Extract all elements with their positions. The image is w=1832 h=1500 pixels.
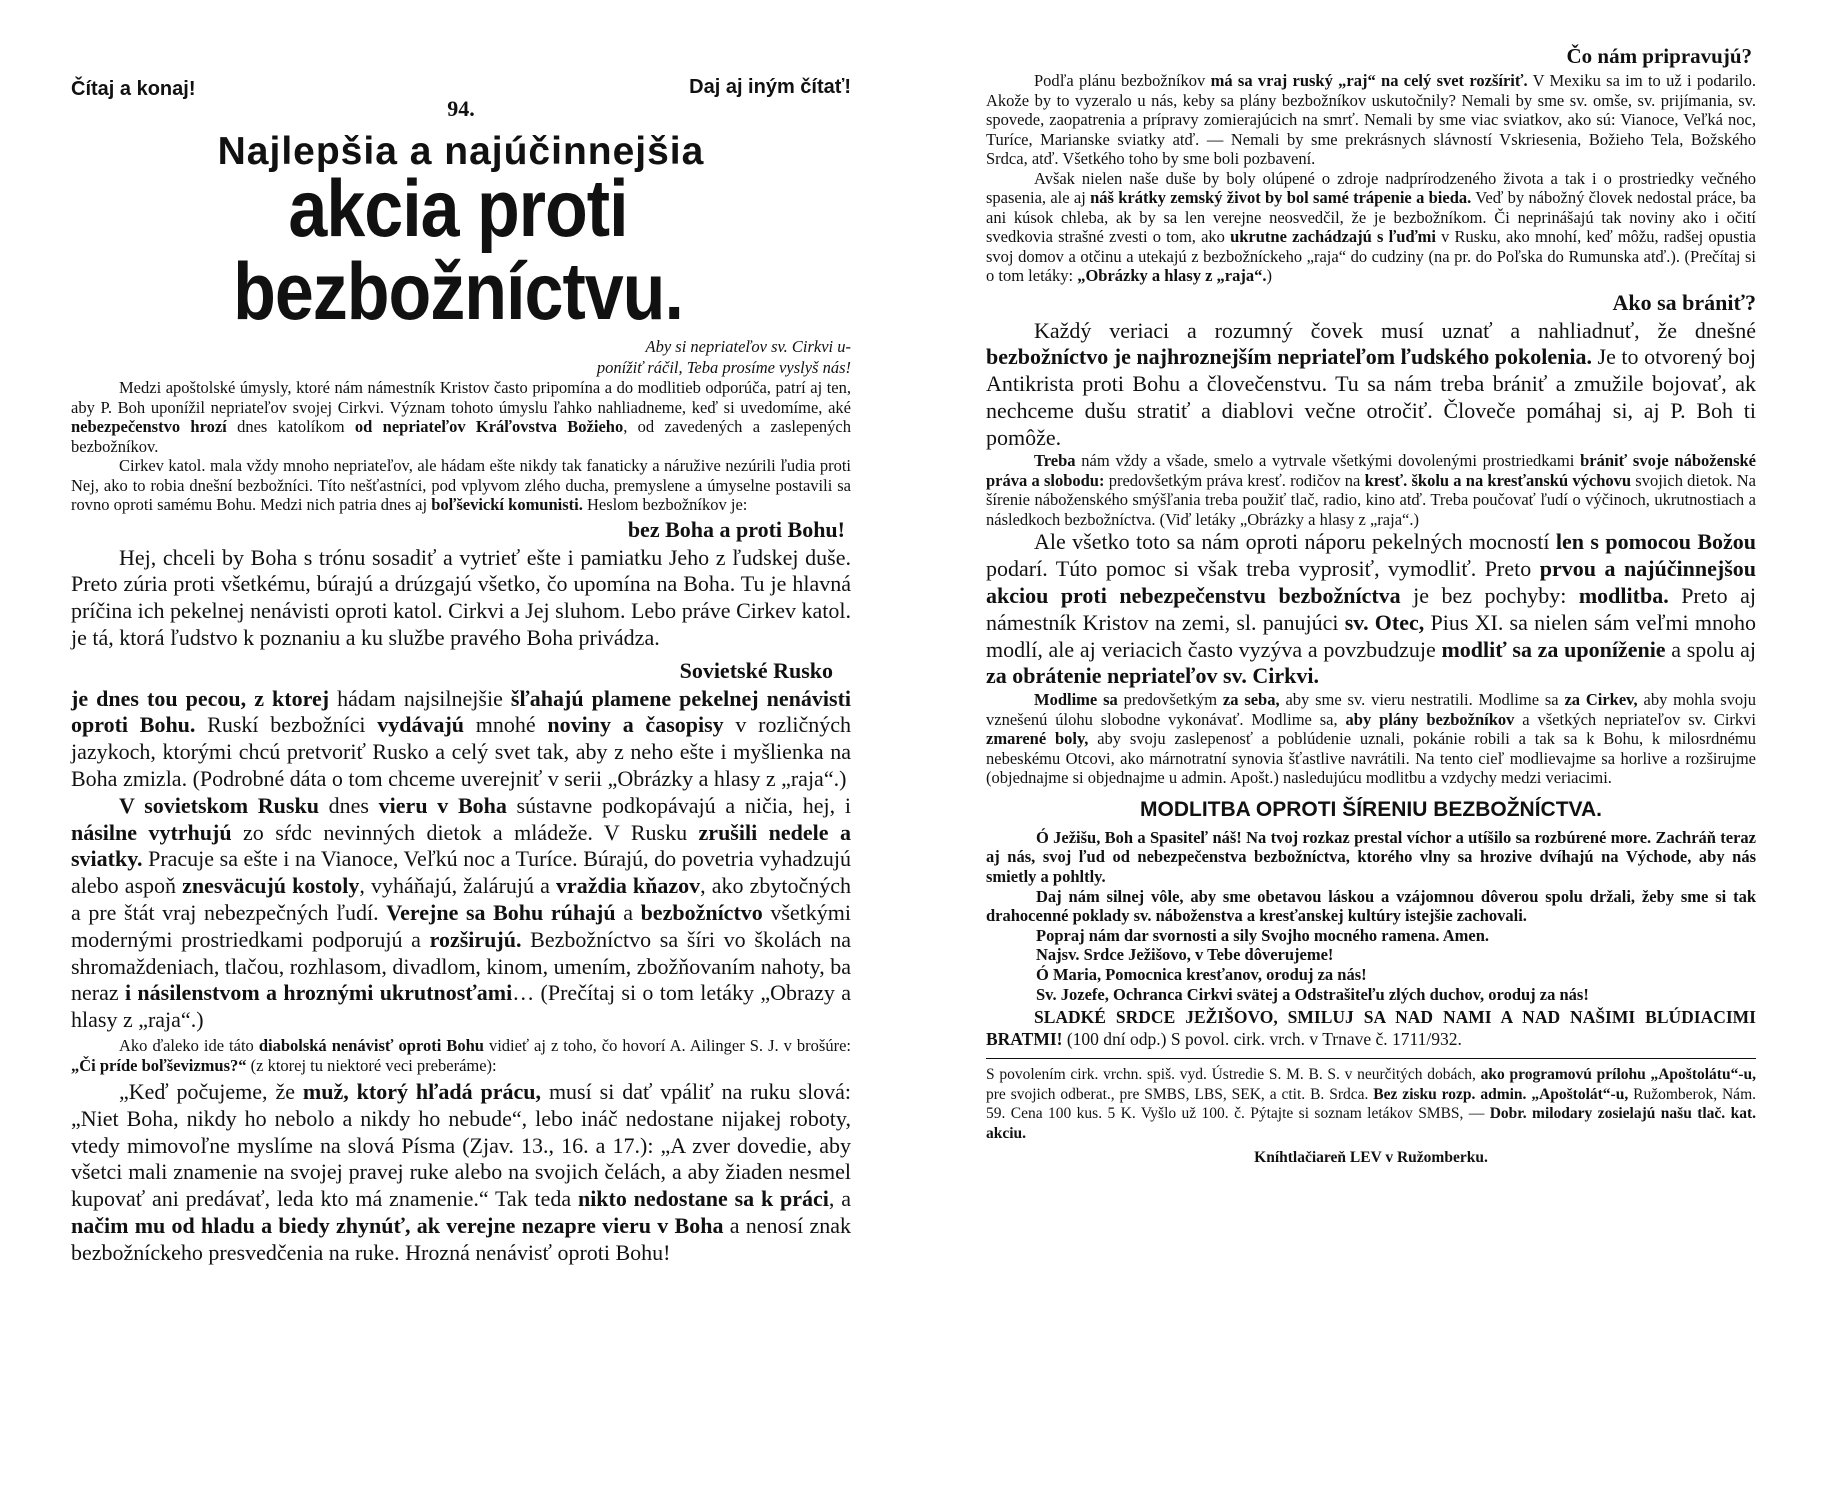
printer-imprint: Kníhtlačiareň LEV v Ružomberku. bbox=[1254, 1149, 1488, 1167]
left-column bbox=[71, 68, 851, 1267]
prayer-paragraph: Ó Ježišu, Boh a Spasiteľ náš! Na tvoj rozkaz prestal víchor a utíšilo sa rozbúrené more. Zachráň teraz aj nás, svoj ľud od nebezpečenstva bezbožníctva, ktorého vlny sa hrozive dvíhajú na Východe, aby nás smietly a pohltly. bbox=[986, 827, 1756, 886]
paragraph: „Keď počujeme, že muž, ktorý hľadá prácu, musí si dať vpáliť na ruku slová: „Niet Boha, nikdy ho nebolo a nikdy ho nebude“, lebo ináč nedostane nijakej roboty, vtedy mimovoľne myslíme na slová Písma (Zjav. 13., 16. a 17.): „A zver dovedie, aby všetci mali znamenie na svojej pravej ruke alebo na svojich čelách, a aby žiaden nesmel kupovať ani predávať, leda kto má znamenie.“ Tak teda nikto nedostane sa k práci, a načim mu od hladu a biedy zhynúť, ak verejne nezapre vieru v Boha a nenosí znak bezbožníckeho presvedčenia na ruke. Hrozná nenávisť oproti Bohu! bbox=[71, 1079, 852, 1265]
top-mottos bbox=[71, 68, 851, 102]
paragraph: je dnes tou pecou, z ktorej hádam najsilnejšie šľahajú plamene pekelnej nenávisti oproti Bohu. Ruskí bezbožníci vydávajú mnohé noviny a časopisy v rozličných jazykoch, ktorými chcú pretvoriť Rusko a celý svet tak, aby z neho ešte i myšlienka na Boha zmizla. (Podrobné dáta o tom chceme uverejniť v serii „Obrázky a hlasy z „raja“.) bbox=[71, 685, 852, 792]
paragraph: Hej, chceli by Boha s trónu sosadiť a vytrieť ešte i pamiatku Jeho z ľudskej duše. Preto zúria proti všetkému, búrajú a drúzgajú všetko, čo upomína na Boha. Tu je hlavná príčina ich pekelnej nenávisti oproti katol. Cirkvi a Jej sluhom. Lebo práve Cirkev katol. je tá, ktorá ľudstvo k poznaniu a ku službe pravého Boha privádza. bbox=[71, 544, 851, 650]
subheading-how-to-defend: Ako sa brániť? bbox=[1612, 289, 1756, 315]
right-page bbox=[960, 0, 1832, 1500]
paragraph: V sovietskom Rusku dnes vieru v Boha sústavne podkopávajú a ničia, hej, i násilne vytrhujú zo sŕdc nevinných dietok a mládeže. V Rusku zrušili nedele a sviatky. Pracuje sa ešte i na Vianoce, Veľkú noc a Turíce. Búrajú, do povetria vyhadzujú alebo aspoň znesväcujú kostoly, vyháňajú, žalárujú a vraždia kňazov, ako zbytočných a pre štát vraj nebezpečných ľudí. Verejne sa Bohu rúhajú a bezbožníctvo všetkými modernými prostriedkami podporujú a rozširujú. Bezbožníctvo sa šíri vo školách na shromaždeniach, tlačou, rozhlasom, divadlom, kinom, umením, zbožňovaním nahoty, ba neraz i násilenstvom a hroznými ukrutnosťami… (Prečítaj si o tom letáky „Obrazy a hlasy z „raja“.) bbox=[71, 792, 852, 1033]
prayer-paragraph: Daj nám silnej vôle, aby sme obetavou láskou a vzájomnou dôverou spolu držali, žeby sme si tak drahocenné poklady sv. náboženstva a kresťanskej kultúry istejšie zachovali. bbox=[986, 886, 1756, 926]
paragraph: Medzi apoštolské úmysly, ktoré nám námestník Kristov často pripomína a do modlitieb odporúča, patrí aj ten, aby P. Boh uponížil nepriateľov svojej Cirkvi. Význam tohoto úmyslu ľahko nahliadneme, keď si uvedomíme, aké nebezpečenstvo hrozí dnes katolíkom od nepriateľov Kráľovstva Božieho, od zavedených a zaslepených bezbožníkov. bbox=[71, 378, 851, 456]
prayer-text bbox=[986, 828, 1756, 1004]
paragraph: Ale všetko toto sa nám oproti náporu pekelných mocností len s pomocou Božou podarí. Túto pomoc si však treba vyprosiť, vymodliť. Preto prvou a najúčinnejšou akciou proti nebezpečenstvu bezbožníctva je bez pochyby: modlitba. Preto aj námestník Kristov na zemi, sl. panujúci sv. Otec, Pius XI. sa nielen sám veľmi mnoho modlí, ale aj veriacich často vyzýva a povzbudzuje modliť sa za uponíženie a spolu aj za obrátenie nepriateľov sv. Cirkvi. bbox=[986, 529, 1757, 689]
publication-footer: S povolením cirk. vrchn. spiš. vyd. Ústredie S. M. B. S. v neurčitých dobách, ako programovú prílohu „Apoštolátu“-u, pre svojich odberat., pre SMBS, LBS, SEK, a ctit. B. Srdca. Bez zisku rozp. admin. „Apoštolát“-u, Ružomberok, Nám. 59. Cena 100 kus. 5 K. Vyšlo už 100. č. Pýtajte si soznam letákov SMBS, — Dobr. milodary zosielajú našu tlač. kat. akciu. bbox=[986, 1058, 1756, 1143]
issue-number: 94. bbox=[447, 96, 475, 121]
prayer-paragraph: Ó Maria, Pomocnica kresťanov, oroduj za nás! bbox=[1036, 964, 1367, 984]
slogan: bez Boha a proti Bohu! bbox=[627, 516, 845, 542]
motto-quote bbox=[71, 336, 851, 378]
top-left-motto: Čítaj a konaj! bbox=[71, 78, 196, 100]
paragraph: Podľa plánu bezbožníkov má sa vraj ruský „raj“ na celý svet rozšíriť. V Mexiku sa im to už i podarilo. Akože by to vyzeralo u nás, keby sa plány bezbožníkov uskutočnily? Nemali by sme sv. omše, sv. prijímania, sv. spovede, zaopatrenia a prípravy zomierajúcich na smrť. Nemali by sme viac sviatkov, ako sú: Vianoce, Veľká noc, Turíce, Marianske sviatky atď. — Nemali by sme prekrásnych slávností Vskriesenia, Božieho Tela, Božského Srdca, atď. Všetkého toho by sme boli pozbavení. bbox=[986, 71, 1756, 168]
subheading-what-they-prepare: Čo nám pripravujú? bbox=[1566, 44, 1752, 68]
prayer-paragraph: Sv. Jozefe, Ochranca Cirkvi svätej a Odstrašiteľu zlých duchov, oroduj za nás! bbox=[1036, 984, 1589, 1004]
right-column bbox=[986, 44, 1756, 1167]
motto-line: Aby si nepriateľov sv. Cirkvi u- bbox=[645, 337, 851, 356]
paragraph: Avšak nielen naše duše by boly olúpené o zdroje nadprírodzeného života a tak i o prostriedky večného spasenia, ale aj náš krátky zemský život by bol samé trápenie a bieda. Veď by nábožný človek nedostal práce, ba ani kúsok chleba, ak by sa len verejne neosvedčil, že je bezbožníkom. Či neprinášajú tak noviny ako i očití svedkovia strašné zvesti o tom, ako ukrutne zachádzajú s ľuďmi v Rusku, ako mnohí, keď môžu, radšej opustia svoj domov a otčinu a utekajú z bezbožníckeho „raja“ do cudziny (na pr. do Poľska do Rumunska atď.). (Prečítaj si o tom letáky: „Obrázky a hlasy z „raja“.) bbox=[986, 168, 1756, 285]
prayer-paragraph: Najsv. Srdce Ježišovo, v Tebe dôverujeme! bbox=[1036, 945, 1334, 965]
paragraph: Treba nám vždy a všade, smelo a vytrvale všetkými dovolenými prostriedkami brániť svoje náboženské práva a slobodu: predovšetkým práva kresť. rodičov na kresť. školu a na kresťanskú výchovu svojich dietok. Na šírenie náboženského smýšľania treba použiť tlač, radio, kino atď. Treba poučovať ľudí o výčinoch, ukrutnostiach a následkoch bezbožníctva. (Viď letáky „Obrázky a hlasy z „raja“.) bbox=[986, 451, 1757, 529]
paragraph: Cirkev katol. mala vždy mnoho nepriateľov, ale hádam ešte nikdy tak fanaticky a náružive nezúrili ľudia proti Nej, ako to robia dnešní bezbožníci. Títo nešťastníci, pod vplyvom zlého ducha, premyslene a úmyselne postavili sa rovno oproti samému Bohu. Medzi nich patria dnes aj boľševickí komunisti. Heslom bezbožníkov je: bbox=[71, 456, 851, 514]
final-invocation: SLADKÉ SRDCE JEŽIŠOVO, SMILUJ SA NAD NAMI A NAD NAŠIMI BLÚDIACIMI BRATMI! (100 dní odp.) S povol. cirk. vrch. v Trnave č. 1711/932. bbox=[986, 1007, 1756, 1050]
headline-line-2: akcia proti bezbožníctvu. bbox=[233, 163, 683, 337]
paragraph: Ako ďaleko ide táto diabolská nenávisť oproti Bohu vidieť aj z toho, čo hovorí A. Ailinger S. J. v brošúre: „Či príde boľševizmus?“ (z ktorej tu niektoré veci preberáme): bbox=[71, 1036, 851, 1075]
prayer-paragraph: Popraj nám dar svornosti a sily Svojho mocného ramena. Amen. bbox=[1036, 925, 1489, 945]
top-right-motto: Daj aj iným čítať! bbox=[689, 76, 851, 98]
left-page bbox=[0, 0, 880, 1500]
headline-line-1: Najlepšia a najúčinnejšia bbox=[217, 130, 705, 173]
subheading-soviet-russia: Sovietské Rusko bbox=[679, 657, 833, 683]
paragraph: Každý veriaci a rozumný čovek musí uznať a nahliadnuť, že dnešné bezbožníctvo je najhroznejším nepriateľom ľudského pokolenia. Je to otvorený boj Antikrista proti Bohu a človečenstvu. Tu sa nám treba brániť a zmužile bojovať, ak nechceme dušu stratiť a diablovi večne otročiť. Človeče pomáhaj si, aj P. Boh ti pomôže. bbox=[986, 317, 1756, 450]
prayer-title: MODLITBA OPROTI ŠÍRENIU BEZBOŽNÍCTVA. bbox=[1140, 797, 1602, 821]
motto-line: ponížiť ráčil, Teba prosíme vyslyš nás! bbox=[596, 358, 851, 377]
paragraph: Modlime sa predovšetkým za seba, aby sme sv. vieru nestratili. Modlime sa za Cirkev, aby mohla svoju vznešenú úlohu slobodne vykonávať. Modlime sa, aby plány bezbožníkov a všetkých nepriateľov sv. Cirkvi zmarené boly, aby svoju zaslepenosť a poblúdenie uznali, pokánie robili a tak sa k Bohu, k milosrdnému nebeskému Otcovi, ako márnotratní synovia šťastlive navrátili. Na tento cieľ modlievajme sa horlive a rozširujme (objednajme si objednajme u admin. Apošt.) nasledujúcu modlitbu a vzdychy medzi veriacimi. bbox=[986, 690, 1756, 788]
